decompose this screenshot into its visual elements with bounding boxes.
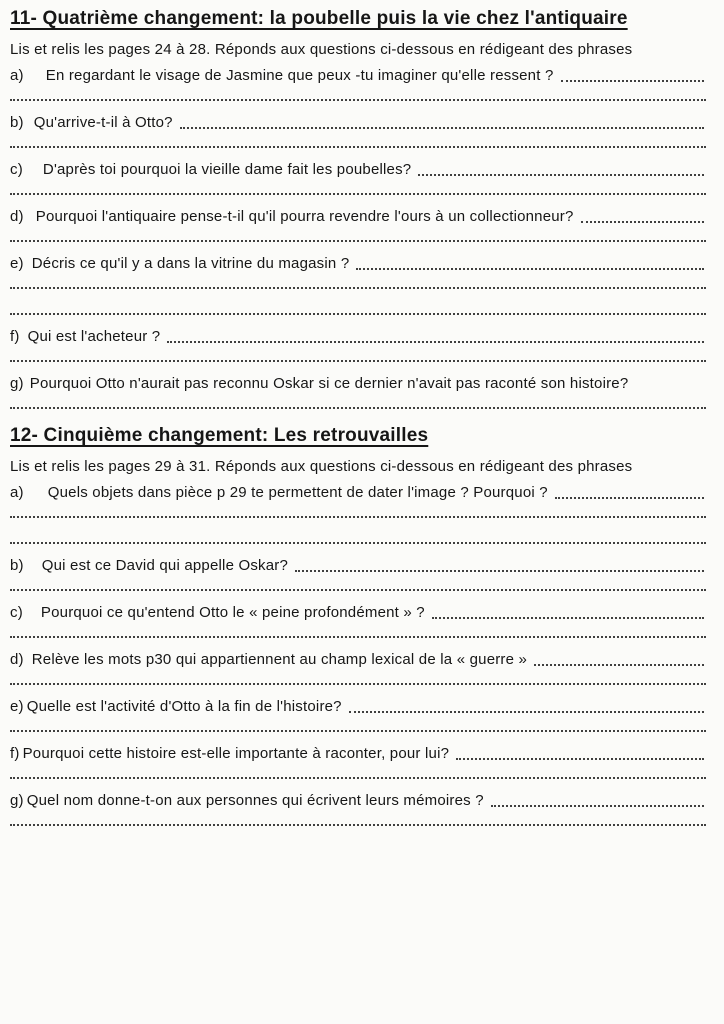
answer-line — [10, 274, 706, 289]
answer-dots-trailing — [534, 664, 704, 666]
answer-line — [10, 811, 706, 826]
question-row — [10, 206, 706, 227]
answer-line — [10, 347, 706, 362]
answer-line — [10, 670, 706, 685]
question-label: d) — [10, 208, 24, 225]
question-row — [10, 482, 706, 503]
answer-dots-trailing — [167, 341, 704, 343]
worksheet-section — [10, 8, 706, 409]
question-label: e) — [10, 255, 24, 272]
section-title: 12- Cinquième changement: Les retrouvailles — [10, 425, 429, 446]
answer-line — [10, 300, 706, 315]
answer-dots-trailing — [418, 174, 704, 176]
question-text: Quels objets dans pièce p 29 te permettent de dater l'image ? Pourquoi ? — [47, 484, 548, 501]
question-label: a) — [10, 484, 24, 501]
question-row — [10, 253, 706, 274]
question-text: Pourquoi cette histoire est-elle importante à raconter, pour lui? — [22, 745, 450, 762]
question-label: f) — [10, 745, 20, 762]
question-row — [10, 790, 706, 811]
question-label: c) — [10, 604, 23, 621]
answer-line — [10, 576, 706, 591]
answer-line — [10, 180, 706, 195]
answer-dots-trailing — [295, 570, 704, 572]
worksheet-section — [10, 425, 706, 826]
section-instruction: Lis et relis les pages 29 à 31. Réponds aux questions ci-dessous en rédigeant des phrases — [10, 458, 633, 475]
answer-dots-trailing — [555, 497, 704, 499]
question-row — [10, 555, 706, 576]
answer-line — [10, 86, 706, 101]
question-text: Qu'arrive-t-il à Otto? — [33, 114, 173, 131]
answer-dots-trailing — [180, 127, 704, 129]
question-row — [10, 696, 706, 717]
question-row — [10, 112, 706, 133]
question-text: Pourquoi ce qu'entend Otto le « peine profondément » ? — [40, 604, 425, 621]
section-instruction: Lis et relis les pages 24 à 28. Réponds aux questions ci-dessous en rédigeant des phrases — [10, 41, 633, 58]
question-label: g) — [10, 375, 24, 392]
answer-dots-trailing — [356, 268, 704, 270]
question-text: D'après toi pourquoi la vieille dame fait les poubelles? — [42, 161, 412, 178]
question-label: a) — [10, 67, 24, 84]
question-row — [10, 602, 706, 623]
question-row — [10, 649, 706, 670]
question-row — [10, 65, 706, 86]
answer-line — [10, 717, 706, 732]
answer-line — [10, 227, 706, 242]
answer-line — [10, 623, 706, 638]
section-title: 11- Quatrième changement: la poubelle puis la vie chez l'antiquaire — [10, 8, 628, 29]
answer-dots-trailing — [432, 617, 704, 619]
answer-dots-trailing — [349, 711, 704, 713]
answer-line — [10, 529, 706, 544]
answer-dots-trailing — [581, 221, 704, 223]
answer-dots-trailing — [491, 805, 704, 807]
question-label: c) — [10, 161, 23, 178]
question-row — [10, 159, 706, 180]
question-text: Pourquoi l'antiquaire pense-t-il qu'il pourra revendre l'ours à un collectionneur? — [35, 208, 574, 225]
question-label: g) — [10, 792, 24, 809]
question-row — [10, 743, 706, 764]
answer-dots-trailing — [456, 758, 704, 760]
question-text: En regardant le visage de Jasmine que peux -tu imaginer qu'elle ressent ? — [45, 67, 554, 84]
question-row — [10, 326, 706, 347]
question-text: Décris ce qu'il y a dans la vitrine du magasin ? — [31, 255, 350, 272]
answer-line — [10, 394, 706, 409]
question-text: Quelle est l'activité d'Otto à la fin de l'histoire? — [26, 698, 342, 715]
question-text: Pourquoi Otto n'aurait pas reconnu Oskar si ce dernier n'avait pas raconté son histoire? — [29, 375, 629, 392]
answer-line — [10, 133, 706, 148]
answer-line — [10, 503, 706, 518]
question-text: Qui est ce David qui appelle Oskar? — [41, 557, 289, 574]
question-label: b) — [10, 557, 24, 574]
question-text: Relève les mots p30 qui appartiennent au champ lexical de la « guerre » — [31, 651, 528, 668]
answer-dots-trailing — [561, 80, 704, 82]
question-label: b) — [10, 114, 24, 131]
question-text: Quel nom donne-t-on aux personnes qui écrivent leurs mémoires ? — [26, 792, 484, 809]
question-label: d) — [10, 651, 24, 668]
question-text: Qui est l'acheteur ? — [27, 328, 161, 345]
answer-line — [10, 764, 706, 779]
question-label: e) — [10, 698, 24, 715]
question-label: f) — [10, 328, 20, 345]
question-row — [10, 373, 706, 394]
